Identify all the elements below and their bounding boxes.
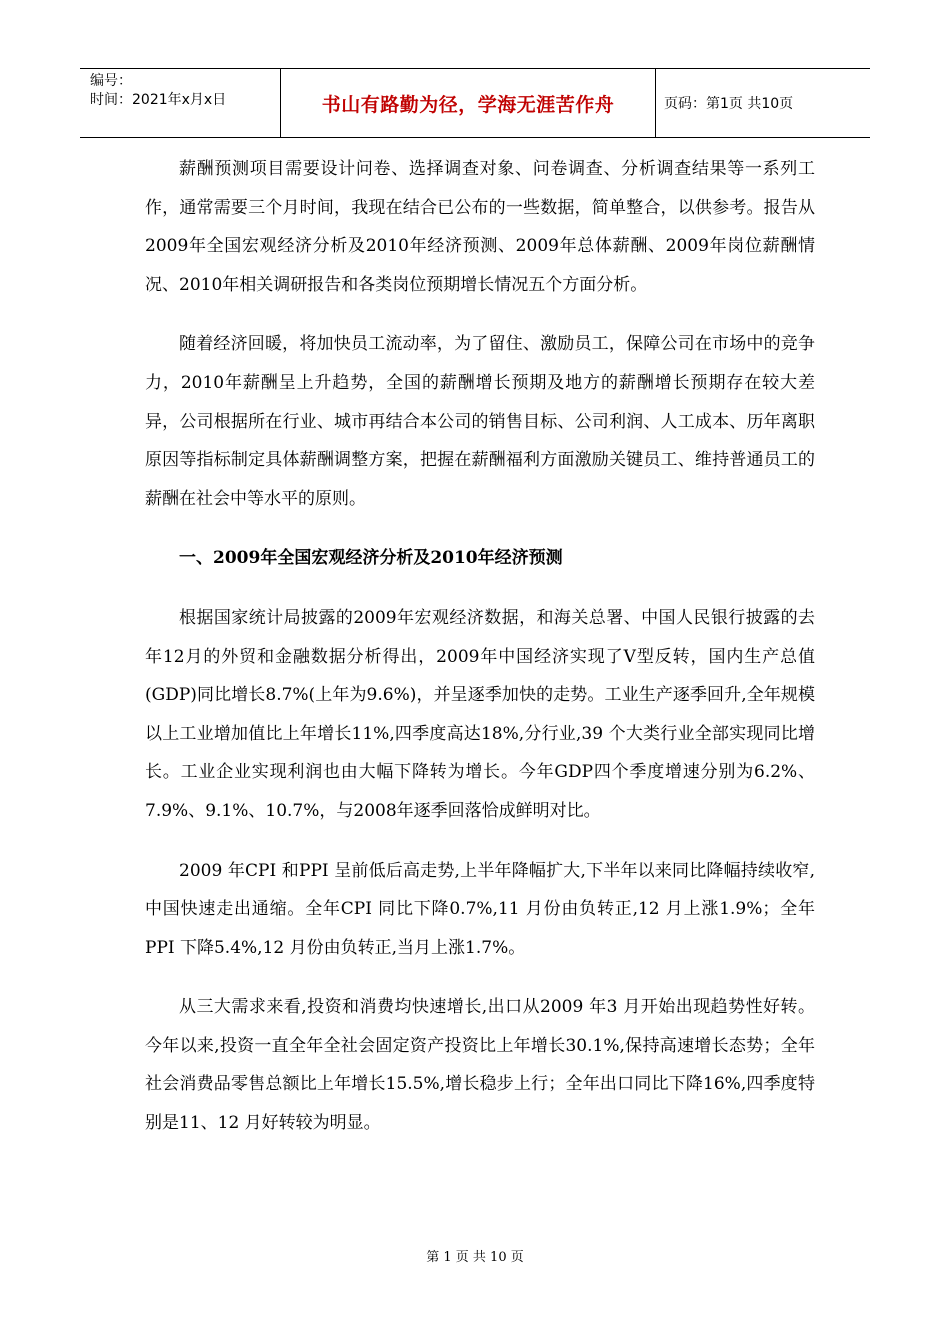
section-paragraph-1: 根据国家统计局披露的2009年宏观经济数据，和海关总署、中国人民银行披露的去年12月的外贸和金融数据分析得出，2009年中国经济实现了V型反转，国内生产总值(GDP)同比增长8.7%(上年为9.6%)，并呈逐季加快的走势。工业生产逐季回升,全年规模以上工业增加值比上年增长11%,四季度高达18%,分行业,39 个大类行业全部实现同比增长。工业企业实现利润也由大幅下降转为增长。今年GDP四个季度增速分别为6.2%、7.9%、9.1%、10.7%，与2008年逐季回落恰成鲜明对比。 [145, 607, 815, 821]
intro-paragraph-2: 随着经济回暖，将加快员工流动率，为了留住、激励员工，保障公司在市场中的竞争力，2010年薪酬呈上升趋势，全国的薪酬增长预期及地方的薪酬增长预期存在较大差异，公司根据所在行业、城市再结合本公司的销售目标、公司利润、人工成本、历年离职原因等指标制定具体薪酬调整方案，把握在薪酬福利方面激励关键员工、维持普通员工的薪酬在社会中等水平的原则。 [145, 334, 815, 509]
section-paragraph-3: 从三大需求来看,投资和消费均快速增长,出口从2009 年3 月开始出现趋势性好转。今年以来,投资一直全年全社会固定资产投资比上年增长30.1%,保持高速增长态势；全年社会消费品零售总额比上年增长15.5%,增长稳步上行；全年出口同比下降16%,四季度特别是11、12 月好转较为明显。 [145, 997, 815, 1134]
section-paragraph-2: 2009 年CPI 和PPI 呈前低后高走势,上半年降幅扩大,下半年以来同比降幅持续收窄,中国快速走出通缩。全年CPI 同比下降0.7%,11 月份由负转正,12 月上涨1.9%；全年PPI 下降5.4%,12 月份由负转正,当月上涨1.7%。 [145, 860, 815, 958]
intro-paragraph-1: 薪酬预测项目需要设计问卷、选择调查对象、问卷调查、分析调查结果等一系列工作，通常需要三个月时间，我现在结合已公布的一些数据，简单整合，以供参考。报告从2009年全国宏观经济分析及2010年经济预测、2009年总体薪酬、2009年岗位薪酬情况、2010年相关调研报告和各类岗位预期增长情况五个方面分析。 [145, 159, 815, 295]
header-meta [80, 69, 281, 137]
page-footer: 第 1 页 共 10 页 [426, 1250, 524, 1265]
serial-label: 编号： [90, 73, 132, 89]
document-body [145, 150, 815, 1164]
section-heading: 一、2009年全国宏观经济分析及2010年经济预测 [179, 548, 563, 569]
header-page-info: 页码：第1页 共10页 [664, 96, 794, 112]
page-header [80, 68, 870, 138]
header-motto: 书山有路勤为径，学海无涯苦作舟 [281, 69, 656, 137]
time-label: 时间：2021年x月x日 [90, 92, 227, 108]
